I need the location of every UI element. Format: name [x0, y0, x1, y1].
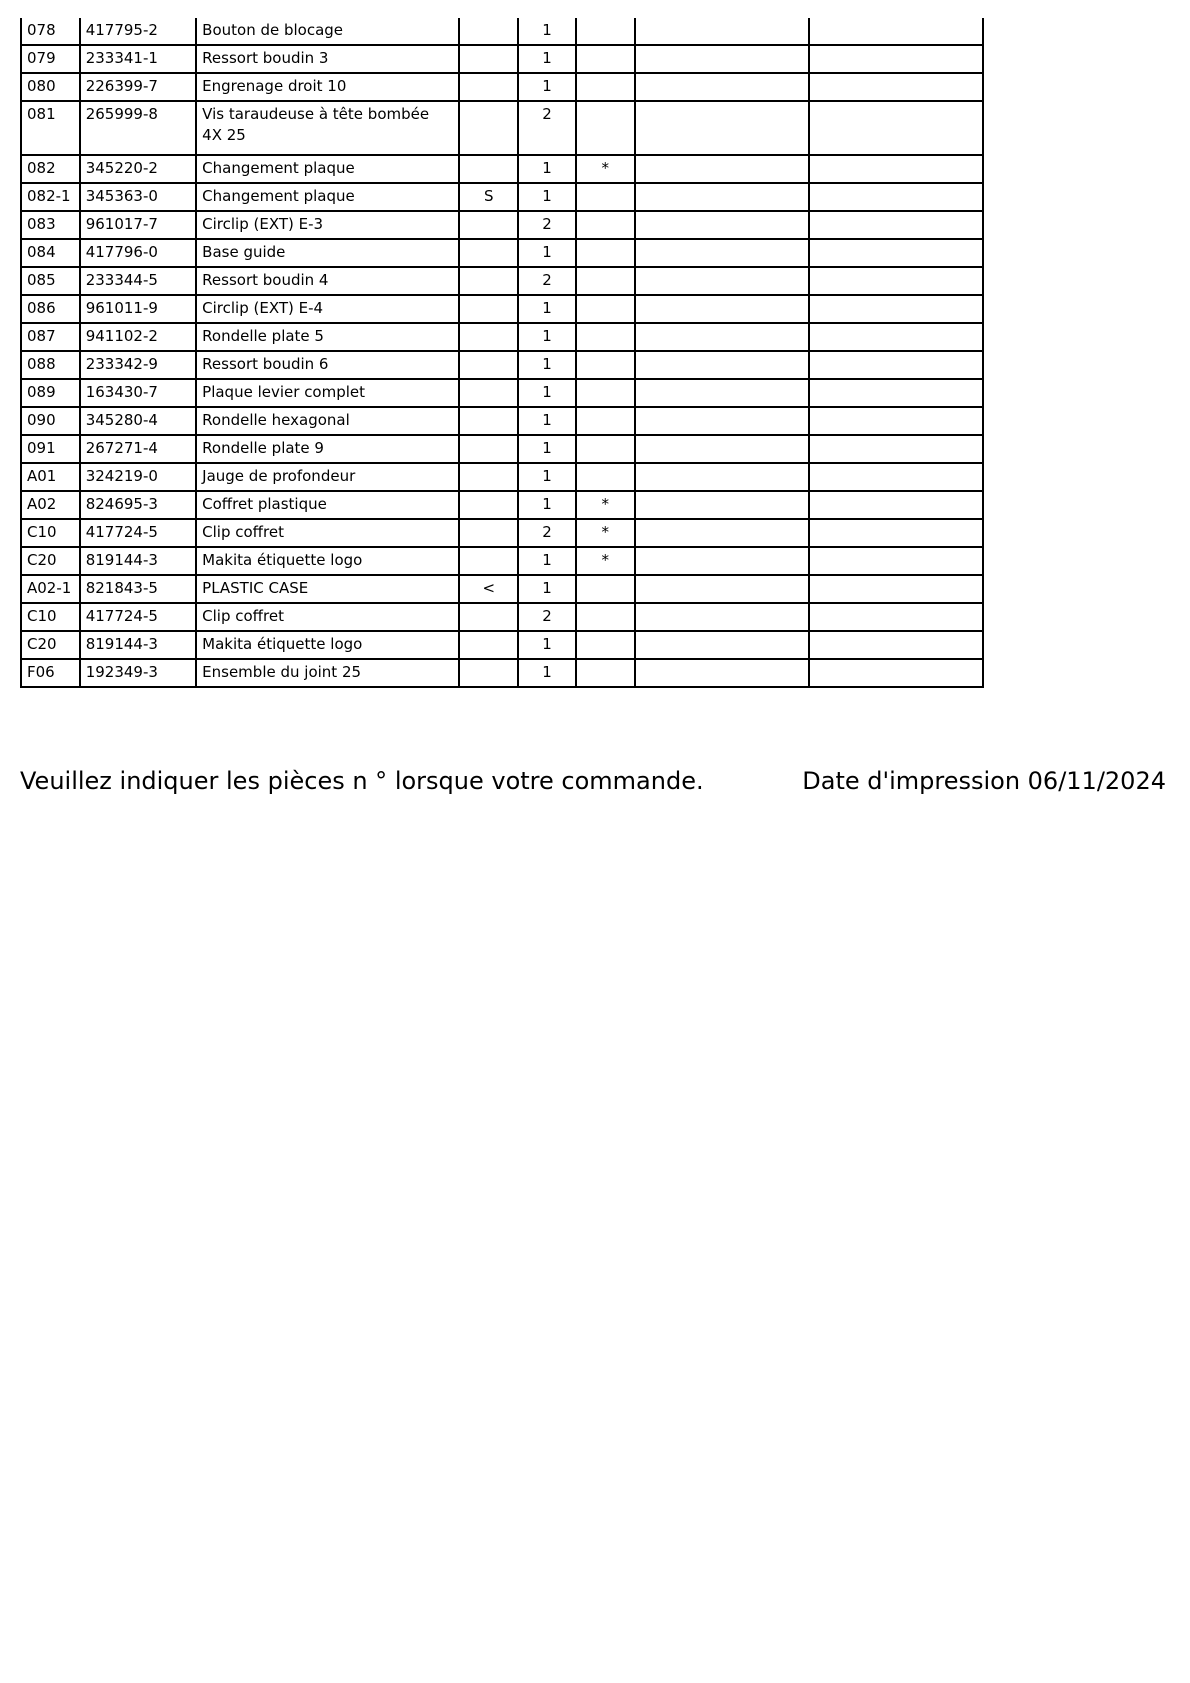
cell-item-number: A01: [21, 463, 80, 491]
cell-extra-1: [635, 519, 809, 547]
cell-mark: [576, 101, 635, 155]
cell-item-number: C20: [21, 631, 80, 659]
cell-part-number: 345280-4: [80, 407, 196, 435]
table-row: [21, 239, 983, 267]
cell-extra-2: [809, 603, 983, 631]
cell-part-number: 345363-0: [80, 183, 196, 211]
table-row: [21, 73, 983, 101]
cell-item-number: 085: [21, 267, 80, 295]
cell-mark: [576, 73, 635, 101]
cell-note: [459, 267, 518, 295]
cell-note: S: [459, 183, 518, 211]
cell-mark: *: [576, 491, 635, 519]
cell-extra-1: [635, 183, 809, 211]
cell-quantity: 1: [518, 18, 576, 45]
cell-extra-1: [635, 407, 809, 435]
cell-mark: [576, 407, 635, 435]
cell-item-number: 078: [21, 18, 80, 45]
table-row: [21, 603, 983, 631]
order-instruction: Veuillez indiquer les pièces n ° lorsque votre commande.: [20, 767, 704, 795]
cell-note: [459, 155, 518, 183]
cell-part-number: 233342-9: [80, 351, 196, 379]
cell-quantity: 1: [518, 631, 576, 659]
cell-part-number: 265999-8: [80, 101, 196, 155]
cell-item-number: A02: [21, 491, 80, 519]
cell-quantity: 2: [518, 267, 576, 295]
cell-extra-2: [809, 379, 983, 407]
cell-description: Jauge de profondeur: [196, 463, 459, 491]
cell-item-number: 084: [21, 239, 80, 267]
cell-extra-2: [809, 101, 983, 155]
cell-extra-2: [809, 519, 983, 547]
table-row: [21, 519, 983, 547]
cell-note: [459, 101, 518, 155]
cell-item-number: C10: [21, 603, 80, 631]
parts-table: [20, 18, 984, 688]
cell-quantity: 1: [518, 463, 576, 491]
cell-note: [459, 435, 518, 463]
cell-description: Makita étiquette logo: [196, 547, 459, 575]
cell-note: <: [459, 575, 518, 603]
cell-description: Clip coffret: [196, 519, 459, 547]
cell-part-number: 417795-2: [80, 18, 196, 45]
cell-part-number: 961011-9: [80, 295, 196, 323]
cell-description: Base guide: [196, 239, 459, 267]
cell-description: Circlip (EXT) E-4: [196, 295, 459, 323]
cell-item-number: 080: [21, 73, 80, 101]
cell-note: [459, 73, 518, 101]
cell-description: Bouton de blocage: [196, 18, 459, 45]
table-row: [21, 463, 983, 491]
cell-quantity: 1: [518, 659, 576, 687]
cell-part-number: 821843-5: [80, 575, 196, 603]
cell-part-number: 233341-1: [80, 45, 196, 73]
cell-extra-2: [809, 295, 983, 323]
cell-mark: [576, 575, 635, 603]
cell-note: [459, 659, 518, 687]
cell-extra-1: [635, 155, 809, 183]
cell-item-number: 081: [21, 101, 80, 155]
cell-extra-2: [809, 18, 983, 45]
cell-extra-1: [635, 491, 809, 519]
table-row: [21, 267, 983, 295]
cell-note: [459, 351, 518, 379]
cell-item-number: 091: [21, 435, 80, 463]
cell-item-number: 079: [21, 45, 80, 73]
cell-mark: [576, 323, 635, 351]
cell-quantity: 1: [518, 73, 576, 101]
cell-item-number: F06: [21, 659, 80, 687]
cell-note: [459, 491, 518, 519]
cell-description: Circlip (EXT) E-3: [196, 211, 459, 239]
cell-quantity: 1: [518, 379, 576, 407]
table-row: [21, 295, 983, 323]
cell-part-number: 819144-3: [80, 547, 196, 575]
cell-extra-1: [635, 323, 809, 351]
cell-extra-1: [635, 18, 809, 45]
cell-quantity: 1: [518, 351, 576, 379]
cell-quantity: 1: [518, 575, 576, 603]
cell-part-number: 345220-2: [80, 155, 196, 183]
cell-mark: [576, 631, 635, 659]
cell-extra-1: [635, 575, 809, 603]
table-row: [21, 407, 983, 435]
cell-extra-1: [635, 379, 809, 407]
cell-quantity: 2: [518, 211, 576, 239]
table-row: [21, 631, 983, 659]
cell-extra-2: [809, 547, 983, 575]
cell-mark: [576, 435, 635, 463]
cell-extra-2: [809, 211, 983, 239]
cell-note: [459, 463, 518, 491]
cell-part-number: 233344-5: [80, 267, 196, 295]
cell-note: [459, 323, 518, 351]
cell-description: PLASTIC CASE: [196, 575, 459, 603]
cell-description: Coffret plastique: [196, 491, 459, 519]
cell-extra-1: [635, 295, 809, 323]
cell-extra-2: [809, 323, 983, 351]
cell-quantity: 1: [518, 323, 576, 351]
cell-description: Clip coffret: [196, 603, 459, 631]
cell-quantity: 1: [518, 435, 576, 463]
cell-extra-2: [809, 73, 983, 101]
table-row: [21, 659, 983, 687]
table-row: [21, 155, 983, 183]
cell-mark: [576, 239, 635, 267]
table-row: [21, 575, 983, 603]
cell-quantity: 1: [518, 295, 576, 323]
cell-note: [459, 295, 518, 323]
table-row: [21, 435, 983, 463]
cell-mark: [576, 295, 635, 323]
cell-extra-1: [635, 631, 809, 659]
table-row: [21, 323, 983, 351]
cell-extra-1: [635, 547, 809, 575]
cell-note: [459, 379, 518, 407]
cell-description: Plaque levier complet: [196, 379, 459, 407]
cell-description: Makita étiquette logo: [196, 631, 459, 659]
table-row: [21, 547, 983, 575]
cell-description: Rondelle plate 9: [196, 435, 459, 463]
cell-part-number: 192349-3: [80, 659, 196, 687]
cell-extra-1: [635, 659, 809, 687]
cell-quantity: 1: [518, 491, 576, 519]
cell-extra-1: [635, 101, 809, 155]
cell-extra-2: [809, 183, 983, 211]
cell-quantity: 1: [518, 407, 576, 435]
table-row: [21, 379, 983, 407]
cell-description: Vis taraudeuse à tête bombée 4X 25: [196, 101, 459, 155]
cell-part-number: 267271-4: [80, 435, 196, 463]
cell-item-number: 082-1: [21, 183, 80, 211]
cell-quantity: 2: [518, 603, 576, 631]
cell-note: [459, 407, 518, 435]
cell-extra-1: [635, 45, 809, 73]
cell-mark: [576, 603, 635, 631]
cell-quantity: 1: [518, 45, 576, 73]
cell-part-number: 417724-5: [80, 519, 196, 547]
cell-extra-1: [635, 463, 809, 491]
table-row: [21, 211, 983, 239]
cell-part-number: 824695-3: [80, 491, 196, 519]
cell-quantity: 1: [518, 239, 576, 267]
cell-description: Ensemble du joint 25: [196, 659, 459, 687]
table-row: [21, 45, 983, 73]
cell-quantity: 1: [518, 155, 576, 183]
cell-extra-2: [809, 267, 983, 295]
cell-quantity: 1: [518, 183, 576, 211]
cell-note: [459, 211, 518, 239]
cell-extra-2: [809, 659, 983, 687]
cell-mark: *: [576, 155, 635, 183]
cell-description: Ressort boudin 3: [196, 45, 459, 73]
cell-mark: [576, 351, 635, 379]
cell-item-number: 088: [21, 351, 80, 379]
cell-description: Ressort boudin 6: [196, 351, 459, 379]
cell-item-number: 090: [21, 407, 80, 435]
cell-item-number: C10: [21, 519, 80, 547]
cell-description: Rondelle hexagonal: [196, 407, 459, 435]
cell-extra-2: [809, 491, 983, 519]
cell-part-number: 961017-7: [80, 211, 196, 239]
cell-extra-2: [809, 575, 983, 603]
cell-mark: [576, 211, 635, 239]
cell-mark: [576, 379, 635, 407]
cell-part-number: 417724-5: [80, 603, 196, 631]
cell-mark: [576, 463, 635, 491]
table-row: [21, 351, 983, 379]
cell-quantity: 2: [518, 519, 576, 547]
table-row: [21, 101, 983, 155]
cell-note: [459, 631, 518, 659]
cell-extra-1: [635, 211, 809, 239]
cell-mark: [576, 45, 635, 73]
cell-note: [459, 547, 518, 575]
cell-extra-2: [809, 463, 983, 491]
cell-extra-1: [635, 603, 809, 631]
cell-extra-1: [635, 351, 809, 379]
cell-item-number: 089: [21, 379, 80, 407]
cell-part-number: 417796-0: [80, 239, 196, 267]
cell-part-number: 819144-3: [80, 631, 196, 659]
cell-extra-2: [809, 239, 983, 267]
cell-item-number: 086: [21, 295, 80, 323]
cell-note: [459, 18, 518, 45]
cell-extra-2: [809, 351, 983, 379]
cell-item-number: A02-1: [21, 575, 80, 603]
cell-note: [459, 519, 518, 547]
cell-quantity: 2: [518, 101, 576, 155]
cell-description: Changement plaque: [196, 183, 459, 211]
cell-mark: [576, 659, 635, 687]
cell-extra-1: [635, 267, 809, 295]
cell-extra-1: [635, 239, 809, 267]
parts-table-body: [21, 18, 983, 687]
cell-part-number: 941102-2: [80, 323, 196, 351]
cell-item-number: 087: [21, 323, 80, 351]
cell-extra-2: [809, 407, 983, 435]
cell-extra-2: [809, 155, 983, 183]
cell-part-number: 226399-7: [80, 73, 196, 101]
cell-note: [459, 603, 518, 631]
cell-description: Rondelle plate 5: [196, 323, 459, 351]
cell-note: [459, 45, 518, 73]
cell-mark: *: [576, 547, 635, 575]
cell-extra-1: [635, 73, 809, 101]
table-row: [21, 183, 983, 211]
cell-item-number: 083: [21, 211, 80, 239]
cell-quantity: 1: [518, 547, 576, 575]
table-row: [21, 491, 983, 519]
cell-description: Changement plaque: [196, 155, 459, 183]
cell-mark: [576, 183, 635, 211]
cell-part-number: 324219-0: [80, 463, 196, 491]
cell-part-number: 163430-7: [80, 379, 196, 407]
table-row: [21, 18, 983, 45]
cell-description: Engrenage droit 10: [196, 73, 459, 101]
cell-description: Ressort boudin 4: [196, 267, 459, 295]
cell-item-number: 082: [21, 155, 80, 183]
cell-item-number: C20: [21, 547, 80, 575]
cell-mark: *: [576, 519, 635, 547]
cell-note: [459, 239, 518, 267]
cell-extra-2: [809, 435, 983, 463]
cell-extra-1: [635, 435, 809, 463]
cell-extra-2: [809, 631, 983, 659]
cell-extra-2: [809, 45, 983, 73]
cell-mark: [576, 18, 635, 45]
cell-mark: [576, 267, 635, 295]
print-date: Date d'impression 06/11/2024: [802, 767, 1166, 795]
